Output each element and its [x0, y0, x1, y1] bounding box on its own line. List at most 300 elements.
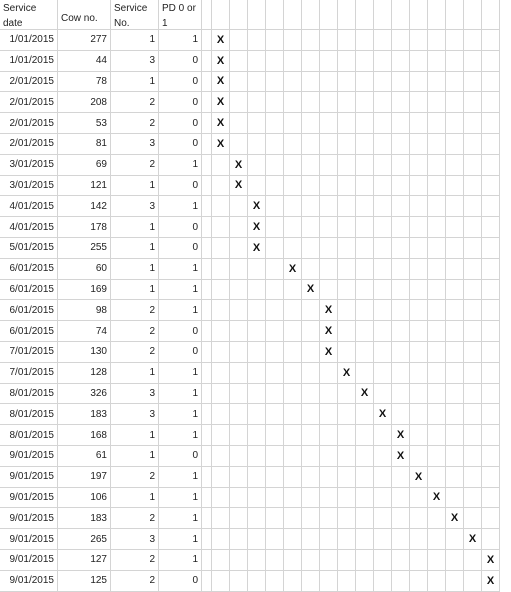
empty-cell[interactable]	[392, 571, 410, 592]
empty-cell[interactable]	[266, 488, 284, 509]
empty-cell[interactable]	[464, 488, 482, 509]
empty-cell[interactable]	[356, 508, 374, 529]
empty-cell[interactable]	[392, 321, 410, 342]
cell-cow-no[interactable]: 183	[58, 404, 111, 425]
empty-cell[interactable]	[392, 176, 410, 197]
empty-cell[interactable]	[428, 571, 446, 592]
empty-cell[interactable]	[410, 384, 428, 405]
cell-cow-no[interactable]: 61	[58, 446, 111, 467]
empty-cell[interactable]	[374, 425, 392, 446]
empty-cell[interactable]	[284, 134, 302, 155]
cell-cow-no[interactable]: 255	[58, 238, 111, 259]
header-pd[interactable]: PD 0 or 1	[159, 0, 202, 30]
empty-cell[interactable]	[482, 134, 500, 155]
empty-cell[interactable]	[230, 550, 248, 571]
empty-cell[interactable]	[302, 30, 320, 51]
empty-cell[interactable]	[482, 404, 500, 425]
header-cell[interactable]	[320, 0, 338, 30]
empty-cell[interactable]	[320, 72, 338, 93]
cell-service-no[interactable]: 1	[111, 446, 159, 467]
empty-cell[interactable]	[284, 488, 302, 509]
empty-cell[interactable]	[338, 92, 356, 113]
empty-cell[interactable]	[230, 92, 248, 113]
empty-cell[interactable]	[428, 238, 446, 259]
cell-pd[interactable]: 0	[159, 51, 202, 72]
empty-cell[interactable]	[482, 30, 500, 51]
empty-cell[interactable]	[410, 300, 428, 321]
empty-cell[interactable]	[410, 72, 428, 93]
empty-cell[interactable]	[338, 217, 356, 238]
empty-cell[interactable]	[212, 550, 230, 571]
empty-cell[interactable]	[248, 488, 266, 509]
empty-cell[interactable]	[392, 30, 410, 51]
empty-cell[interactable]	[338, 571, 356, 592]
empty-cell[interactable]	[230, 280, 248, 301]
cell-cow-no[interactable]: 142	[58, 196, 111, 217]
cell-service-date[interactable]: 3/01/2015	[0, 155, 58, 176]
cell-service-date[interactable]: 6/01/2015	[0, 300, 58, 321]
empty-cell[interactable]	[338, 72, 356, 93]
empty-cell[interactable]	[356, 92, 374, 113]
cell-service-date[interactable]: 2/01/2015	[0, 72, 58, 93]
empty-cell[interactable]	[284, 529, 302, 550]
empty-cell[interactable]	[302, 196, 320, 217]
empty-cell[interactable]	[230, 238, 248, 259]
empty-cell[interactable]	[320, 280, 338, 301]
empty-cell[interactable]	[338, 155, 356, 176]
cell-cow-no[interactable]: 169	[58, 280, 111, 301]
empty-cell[interactable]	[392, 488, 410, 509]
empty-cell[interactable]	[302, 134, 320, 155]
empty-cell[interactable]	[338, 425, 356, 446]
cell-service-date[interactable]: 4/01/2015	[0, 196, 58, 217]
empty-cell[interactable]	[374, 30, 392, 51]
header-cell[interactable]	[392, 0, 410, 30]
header-cell[interactable]	[284, 0, 302, 30]
empty-cell[interactable]	[320, 425, 338, 446]
empty-cell[interactable]	[482, 467, 500, 488]
empty-cell[interactable]	[248, 529, 266, 550]
empty-cell[interactable]	[464, 550, 482, 571]
empty-cell[interactable]	[410, 321, 428, 342]
empty-cell[interactable]	[302, 176, 320, 197]
cell-pd[interactable]: 0	[159, 113, 202, 134]
empty-cell[interactable]	[410, 425, 428, 446]
header-cell[interactable]	[230, 0, 248, 30]
empty-cell[interactable]	[284, 196, 302, 217]
empty-cell[interactable]	[374, 196, 392, 217]
empty-cell[interactable]	[302, 92, 320, 113]
empty-cell[interactable]	[266, 446, 284, 467]
cell-service-no[interactable]: 2	[111, 321, 159, 342]
cell-cow-no[interactable]: 168	[58, 425, 111, 446]
empty-cell[interactable]	[320, 467, 338, 488]
empty-cell[interactable]	[338, 259, 356, 280]
empty-cell[interactable]	[284, 51, 302, 72]
empty-cell[interactable]	[266, 259, 284, 280]
cell-service-date[interactable]: 9/01/2015	[0, 467, 58, 488]
empty-cell[interactable]	[212, 196, 230, 217]
empty-cell[interactable]	[248, 176, 266, 197]
empty-cell[interactable]	[230, 134, 248, 155]
empty-cell[interactable]	[284, 425, 302, 446]
cell-service-date[interactable]: 7/01/2015	[0, 363, 58, 384]
empty-cell[interactable]	[464, 72, 482, 93]
cell-service-no[interactable]: 2	[111, 571, 159, 592]
empty-cell[interactable]	[356, 259, 374, 280]
empty-cell[interactable]	[410, 113, 428, 134]
empty-cell[interactable]	[482, 92, 500, 113]
empty-cell[interactable]	[446, 92, 464, 113]
empty-cell[interactable]	[446, 280, 464, 301]
empty-cell[interactable]	[356, 404, 374, 425]
empty-cell[interactable]	[428, 134, 446, 155]
empty-cell[interactable]	[464, 467, 482, 488]
empty-cell[interactable]	[230, 300, 248, 321]
cell-cow-no[interactable]: 265	[58, 529, 111, 550]
empty-cell[interactable]	[320, 446, 338, 467]
empty-cell[interactable]	[320, 529, 338, 550]
cell-service-no[interactable]: 2	[111, 467, 159, 488]
empty-cell[interactable]	[482, 529, 500, 550]
empty-cell[interactable]	[374, 508, 392, 529]
cell-pd[interactable]: 0	[159, 217, 202, 238]
cell-cow-no[interactable]: 106	[58, 488, 111, 509]
cell-pd[interactable]: 1	[159, 425, 202, 446]
empty-cell[interactable]	[248, 72, 266, 93]
empty-cell[interactable]	[248, 404, 266, 425]
empty-cell[interactable]	[284, 155, 302, 176]
empty-cell[interactable]	[356, 342, 374, 363]
cell-cow-no[interactable]: 74	[58, 321, 111, 342]
empty-cell[interactable]	[202, 425, 212, 446]
empty-cell[interactable]	[202, 571, 212, 592]
empty-cell[interactable]	[302, 238, 320, 259]
empty-cell[interactable]	[356, 134, 374, 155]
empty-cell[interactable]	[338, 488, 356, 509]
empty-cell[interactable]	[202, 342, 212, 363]
empty-cell[interactable]	[266, 134, 284, 155]
empty-cell[interactable]	[392, 113, 410, 134]
empty-cell[interactable]	[266, 342, 284, 363]
empty-cell[interactable]	[392, 342, 410, 363]
empty-cell[interactable]	[284, 384, 302, 405]
empty-cell[interactable]	[356, 113, 374, 134]
cell-pd[interactable]: 0	[159, 446, 202, 467]
mark-cell[interactable]: X	[230, 155, 248, 176]
empty-cell[interactable]	[356, 176, 374, 197]
header-cow-no[interactable]: Cow no.	[58, 0, 111, 30]
empty-cell[interactable]	[356, 467, 374, 488]
empty-cell[interactable]	[392, 134, 410, 155]
cell-cow-no[interactable]: 130	[58, 342, 111, 363]
empty-cell[interactable]	[482, 51, 500, 72]
empty-cell[interactable]	[230, 488, 248, 509]
empty-cell[interactable]	[284, 113, 302, 134]
empty-cell[interactable]	[392, 217, 410, 238]
empty-cell[interactable]	[338, 342, 356, 363]
empty-cell[interactable]	[338, 550, 356, 571]
empty-cell[interactable]	[392, 467, 410, 488]
cell-service-no[interactable]: 3	[111, 51, 159, 72]
empty-cell[interactable]	[482, 113, 500, 134]
empty-cell[interactable]	[482, 384, 500, 405]
cell-service-date[interactable]: 2/01/2015	[0, 134, 58, 155]
empty-cell[interactable]	[320, 134, 338, 155]
empty-cell[interactable]	[230, 217, 248, 238]
empty-cell[interactable]	[410, 51, 428, 72]
empty-cell[interactable]	[338, 404, 356, 425]
empty-cell[interactable]	[374, 280, 392, 301]
cell-cow-no[interactable]: 326	[58, 384, 111, 405]
empty-cell[interactable]	[428, 321, 446, 342]
empty-cell[interactable]	[230, 321, 248, 342]
empty-cell[interactable]	[320, 30, 338, 51]
empty-cell[interactable]	[266, 238, 284, 259]
empty-cell[interactable]	[482, 488, 500, 509]
empty-cell[interactable]	[446, 446, 464, 467]
empty-cell[interactable]	[410, 529, 428, 550]
mark-cell[interactable]: X	[320, 342, 338, 363]
empty-cell[interactable]	[464, 30, 482, 51]
empty-cell[interactable]	[392, 196, 410, 217]
empty-cell[interactable]	[212, 446, 230, 467]
empty-cell[interactable]	[392, 384, 410, 405]
empty-cell[interactable]	[428, 467, 446, 488]
empty-cell[interactable]	[356, 51, 374, 72]
empty-cell[interactable]	[302, 72, 320, 93]
header-service-date[interactable]: Service date	[0, 0, 58, 30]
empty-cell[interactable]	[302, 550, 320, 571]
empty-cell[interactable]	[284, 342, 302, 363]
empty-cell[interactable]	[374, 92, 392, 113]
cell-service-date[interactable]: 1/01/2015	[0, 30, 58, 51]
cell-pd[interactable]: 0	[159, 72, 202, 93]
cell-service-no[interactable]: 1	[111, 259, 159, 280]
empty-cell[interactable]	[446, 425, 464, 446]
cell-service-date[interactable]: 9/01/2015	[0, 550, 58, 571]
cell-pd[interactable]: 1	[159, 196, 202, 217]
header-cell[interactable]	[338, 0, 356, 30]
empty-cell[interactable]	[230, 425, 248, 446]
empty-cell[interactable]	[302, 217, 320, 238]
empty-cell[interactable]	[202, 134, 212, 155]
cell-service-date[interactable]: 9/01/2015	[0, 529, 58, 550]
empty-cell[interactable]	[482, 508, 500, 529]
mark-cell[interactable]: X	[410, 467, 428, 488]
mark-cell[interactable]: X	[212, 30, 230, 51]
header-cell[interactable]	[212, 0, 230, 30]
empty-cell[interactable]	[446, 363, 464, 384]
empty-cell[interactable]	[392, 92, 410, 113]
empty-cell[interactable]	[464, 446, 482, 467]
empty-cell[interactable]	[248, 259, 266, 280]
empty-cell[interactable]	[202, 446, 212, 467]
empty-cell[interactable]	[212, 217, 230, 238]
empty-cell[interactable]	[266, 196, 284, 217]
empty-cell[interactable]	[266, 571, 284, 592]
empty-cell[interactable]	[230, 467, 248, 488]
empty-cell[interactable]	[446, 550, 464, 571]
empty-cell[interactable]	[392, 72, 410, 93]
empty-cell[interactable]	[392, 280, 410, 301]
empty-cell[interactable]	[410, 217, 428, 238]
empty-cell[interactable]	[428, 550, 446, 571]
empty-cell[interactable]	[428, 404, 446, 425]
cell-cow-no[interactable]: 125	[58, 571, 111, 592]
cell-service-date[interactable]: 4/01/2015	[0, 217, 58, 238]
empty-cell[interactable]	[464, 259, 482, 280]
cell-service-no[interactable]: 3	[111, 134, 159, 155]
empty-cell[interactable]	[266, 550, 284, 571]
empty-cell[interactable]	[428, 217, 446, 238]
empty-cell[interactable]	[212, 238, 230, 259]
cell-pd[interactable]: 1	[159, 363, 202, 384]
empty-cell[interactable]	[446, 384, 464, 405]
empty-cell[interactable]	[392, 259, 410, 280]
empty-cell[interactable]	[464, 280, 482, 301]
empty-cell[interactable]	[338, 238, 356, 259]
empty-cell[interactable]	[446, 259, 464, 280]
empty-cell[interactable]	[248, 467, 266, 488]
mark-cell[interactable]: X	[248, 238, 266, 259]
empty-cell[interactable]	[202, 384, 212, 405]
empty-cell[interactable]	[338, 446, 356, 467]
empty-cell[interactable]	[374, 363, 392, 384]
empty-cell[interactable]	[202, 300, 212, 321]
empty-cell[interactable]	[482, 446, 500, 467]
empty-cell[interactable]	[266, 425, 284, 446]
mark-cell[interactable]: X	[212, 92, 230, 113]
mark-cell[interactable]: X	[428, 488, 446, 509]
cell-service-date[interactable]: 6/01/2015	[0, 321, 58, 342]
cell-pd[interactable]: 1	[159, 259, 202, 280]
empty-cell[interactable]	[212, 342, 230, 363]
empty-cell[interactable]	[464, 425, 482, 446]
cell-pd[interactable]: 1	[159, 488, 202, 509]
empty-cell[interactable]	[212, 488, 230, 509]
cell-service-date[interactable]: 1/01/2015	[0, 51, 58, 72]
cell-service-no[interactable]: 1	[111, 217, 159, 238]
empty-cell[interactable]	[428, 259, 446, 280]
empty-cell[interactable]	[410, 550, 428, 571]
empty-cell[interactable]	[230, 51, 248, 72]
mark-cell[interactable]: X	[212, 134, 230, 155]
empty-cell[interactable]	[374, 529, 392, 550]
empty-cell[interactable]	[482, 238, 500, 259]
empty-cell[interactable]	[302, 404, 320, 425]
empty-cell[interactable]	[482, 280, 500, 301]
empty-cell[interactable]	[284, 363, 302, 384]
empty-cell[interactable]	[302, 113, 320, 134]
empty-cell[interactable]	[356, 363, 374, 384]
empty-cell[interactable]	[410, 176, 428, 197]
cell-service-no[interactable]: 2	[111, 300, 159, 321]
empty-cell[interactable]	[356, 425, 374, 446]
empty-cell[interactable]	[356, 488, 374, 509]
empty-cell[interactable]	[302, 508, 320, 529]
cell-pd[interactable]: 0	[159, 321, 202, 342]
empty-cell[interactable]	[230, 113, 248, 134]
empty-cell[interactable]	[266, 467, 284, 488]
empty-cell[interactable]	[410, 508, 428, 529]
cell-service-date[interactable]: 3/01/2015	[0, 176, 58, 197]
empty-cell[interactable]	[410, 571, 428, 592]
header-cell[interactable]	[374, 0, 392, 30]
cell-service-no[interactable]: 1	[111, 176, 159, 197]
cell-service-date[interactable]: 9/01/2015	[0, 571, 58, 592]
empty-cell[interactable]	[392, 529, 410, 550]
empty-cell[interactable]	[202, 155, 212, 176]
mark-cell[interactable]: X	[482, 571, 500, 592]
empty-cell[interactable]	[464, 342, 482, 363]
empty-cell[interactable]	[410, 342, 428, 363]
cell-pd[interactable]: 1	[159, 529, 202, 550]
cell-pd[interactable]: 1	[159, 508, 202, 529]
empty-cell[interactable]	[374, 446, 392, 467]
header-cell[interactable]	[428, 0, 446, 30]
empty-cell[interactable]	[374, 384, 392, 405]
empty-cell[interactable]	[428, 280, 446, 301]
empty-cell[interactable]	[284, 280, 302, 301]
empty-cell[interactable]	[302, 425, 320, 446]
empty-cell[interactable]	[464, 321, 482, 342]
empty-cell[interactable]	[356, 30, 374, 51]
empty-cell[interactable]	[482, 217, 500, 238]
empty-cell[interactable]	[446, 529, 464, 550]
empty-cell[interactable]	[464, 176, 482, 197]
empty-cell[interactable]	[266, 51, 284, 72]
empty-cell[interactable]	[428, 425, 446, 446]
empty-cell[interactable]	[428, 155, 446, 176]
empty-cell[interactable]	[284, 446, 302, 467]
empty-cell[interactable]	[338, 196, 356, 217]
empty-cell[interactable]	[248, 51, 266, 72]
empty-cell[interactable]	[356, 550, 374, 571]
empty-cell[interactable]	[356, 321, 374, 342]
empty-cell[interactable]	[446, 217, 464, 238]
empty-cell[interactable]	[284, 176, 302, 197]
empty-cell[interactable]	[302, 342, 320, 363]
empty-cell[interactable]	[410, 259, 428, 280]
empty-cell[interactable]	[374, 155, 392, 176]
empty-cell[interactable]	[410, 155, 428, 176]
empty-cell[interactable]	[446, 488, 464, 509]
cell-pd[interactable]: 1	[159, 155, 202, 176]
empty-cell[interactable]	[482, 196, 500, 217]
empty-cell[interactable]	[374, 571, 392, 592]
empty-cell[interactable]	[374, 300, 392, 321]
cell-service-date[interactable]: 2/01/2015	[0, 92, 58, 113]
cell-cow-no[interactable]: 69	[58, 155, 111, 176]
empty-cell[interactable]	[284, 404, 302, 425]
cell-pd[interactable]: 1	[159, 280, 202, 301]
empty-cell[interactable]	[248, 155, 266, 176]
empty-cell[interactable]	[428, 446, 446, 467]
cell-service-no[interactable]: 3	[111, 529, 159, 550]
empty-cell[interactable]	[266, 404, 284, 425]
mark-cell[interactable]: X	[392, 425, 410, 446]
empty-cell[interactable]	[212, 384, 230, 405]
empty-cell[interactable]	[464, 300, 482, 321]
empty-cell[interactable]	[266, 321, 284, 342]
empty-cell[interactable]	[428, 196, 446, 217]
cell-service-no[interactable]: 3	[111, 196, 159, 217]
empty-cell[interactable]	[266, 280, 284, 301]
empty-cell[interactable]	[266, 92, 284, 113]
empty-cell[interactable]	[410, 196, 428, 217]
empty-cell[interactable]	[338, 300, 356, 321]
